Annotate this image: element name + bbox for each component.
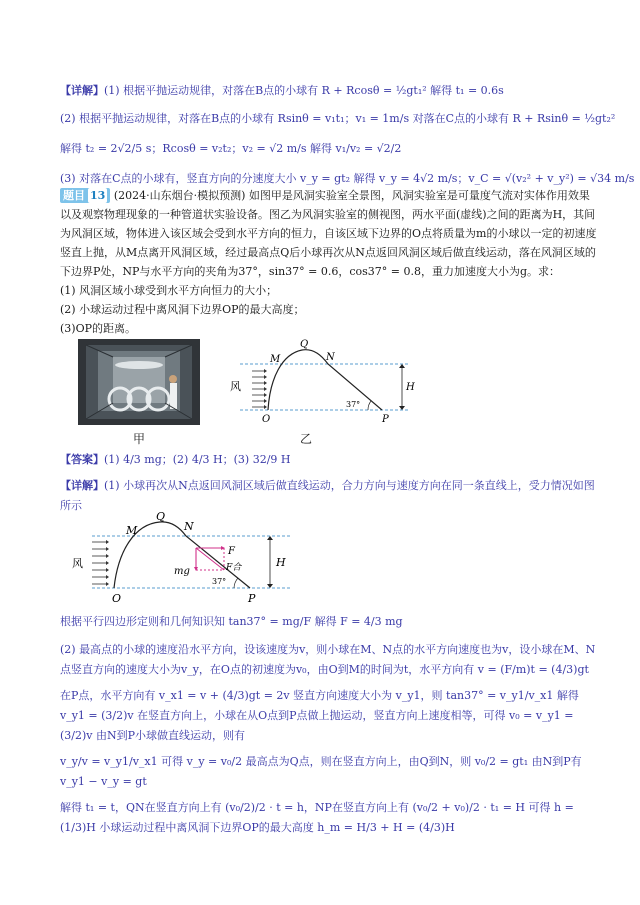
angle-arc [368, 401, 371, 410]
angle-label: 37° [346, 400, 361, 409]
point-O: O [262, 414, 271, 425]
force-label-resultant: F合 [226, 563, 242, 573]
point-P: P [382, 414, 389, 425]
problem-13 [60, 186, 600, 338]
force-point-Q: Q [156, 512, 166, 523]
force-angle-label: 37° [212, 577, 227, 586]
force-angle-arc [234, 578, 238, 588]
answer [60, 449, 600, 470]
detail-2-line-3: (2) 最高点的小球的速度沿水平方向，设该速度为v，则小球在M、N点的水平方向速度也为v，设小球在M、N点竖直方向的速度大小为v_y，在O点的初速度为v₀，由O到M的时间为t，水平方向有 v = (F/m)t = (4/3)gt [60, 643, 596, 676]
force-label-mg: mg [174, 566, 190, 577]
force-wind-label: 风 [72, 557, 83, 570]
detail-1-line-1 [60, 80, 600, 101]
detail-2-continued [60, 612, 600, 838]
problem-source: (2024·山东烟台·模拟预测) [113, 189, 246, 202]
figure-label-jia: 甲 [133, 432, 146, 446]
force-diagram [62, 512, 302, 612]
label-H: H [406, 382, 415, 393]
point-M: M [270, 354, 281, 365]
force-point-N: N [184, 520, 194, 533]
detail-1-line-4: (3) 对落在C点的小球有，竖直方向的分速度大小 v_y = gt₂ 解得 v_y = 4√2 m/s；v_C = √(v₂² + v_y²) = √34 m/s [60, 172, 635, 185]
problem-number: 13 [90, 189, 106, 202]
answer-tag: 【答案】 [60, 453, 104, 466]
detail-2-line-1 [60, 476, 600, 516]
force-point-P: P [248, 592, 256, 605]
answer-line [60, 449, 600, 470]
wind-label: 风 [230, 380, 241, 393]
figure-yi-diagram [222, 338, 422, 443]
answer-text: (1) 4/3 mg；(2) 4/3 H；(3) 32/9 H [104, 453, 291, 466]
detail-2-line-4: 在P点，水平方向有 v_x1 = v + (4/3)gt = 2v 竖直方向速度大小为 v_y1，则 tan37° = v_y1/v_x1 解得 v_y1 = (3/2)v 在竖直方向上，小球在从O点到P点做上抛运动，竖直方向上速度相等，可得 v₀ = v_y1 = (3/2)v 由N到P小球做直线运动，则有 [60, 689, 579, 742]
resultant-force [196, 548, 224, 570]
problem-badge [60, 188, 110, 203]
force-wind-arrowheads [106, 540, 109, 586]
detail-2 [60, 476, 600, 516]
problem-text-block [60, 186, 600, 281]
problem-text: 如图甲是风洞实验室全景图，风洞实验室是可量度气流对实体作用效果以及观察物理现象的一种管道状实验设备。图乙为风洞实验室的侧视图，两水平面(虚线)之间的距离为H，其间为风洞区域，物体进入该区域会受到水平方向的恒力，自该区域下边界的O点将质量为m的小球以一定的初速度竖直上抛，从M点离开风洞区域，经过最高点Q后小球再次从N点返回风洞区域后做直线运动，落在风洞区域的下边界P处，NP与水平方向的夹角为37°，sin37° = 0.6，cos37° = 0.8，重力加速度大小为g。求： [60, 189, 597, 278]
wind-tunnel-photo-art [78, 339, 200, 425]
detail-tag: 【详解】 [60, 84, 104, 97]
detail-2-text-1: (1) 小球再次从N点返回风洞区域后做直线运动，合力方向与速度方向在同一条直线上，受力情况如图所示 [60, 479, 595, 512]
wind-arrowheads [264, 369, 267, 409]
wind-tunnel-photo [78, 339, 200, 425]
question-2: (2) 小球运动过程中离风洞下边界OP的最大高度； [60, 303, 305, 316]
force-label-H: H [276, 556, 286, 569]
force-point-O: O [112, 592, 122, 605]
detail-1 [60, 80, 635, 189]
force-wind-arrows [92, 542, 106, 584]
detail-1-line-2: (2) 根据平抛运动规律，对落在B点的小球有 Rsinθ = v₁t₁；v₁ = 1m/s 对落在C点的小球有 R + Rsinθ = ½gt₂² [60, 112, 616, 125]
force-label-F: F [228, 546, 235, 557]
detail-1-text-1: (1) 根据平抛运动规律，对落在B点的小球有 R + Rcosθ = ½gt₁² 解得 t₁ = 0.6s [104, 84, 504, 97]
trajectory-path [268, 350, 382, 410]
detail-1-line-3: 解得 t₂ = 2√2/5 s；Rcosθ = v₂t₂；v₂ = √2 m/s 解得 v₁/v₂ = √2/2 [60, 142, 402, 155]
question-1: (1) 风洞区域小球受到水平方向恒力的大小； [60, 284, 278, 297]
detail-2-line-2: 根据平行四边形定则和几何知识知 tan37° = mg/F 解得 F = 4/3 mg [60, 615, 403, 628]
detail-2-line-5: v_y/v = v_y1/v_x1 可得 v_y = v₀/2 最高点为Q点，则在竖直方向上，由Q到N，则 v₀/2 = gt₁ 由N到P有 v_y1 − v_y = gt [60, 755, 582, 788]
detail-2-line-6: 解得 t₁ = t，QN在竖直方向上有 (v₀/2)/2 · t = h，NP在竖直方向上有 (v₀/2 + v₀)/2 · t₁ = H 可得 h = (1/3)H 小球运动过程中离风洞下边界OP的最大高度 h_m = H/3 + H = (4/3)H [60, 801, 574, 834]
point-Q: Q [300, 339, 309, 350]
wind-arrows [252, 371, 264, 407]
point-N: N [326, 352, 335, 363]
force-point-M: M [126, 524, 138, 537]
detail-2-tag: 【详解】 [60, 479, 104, 492]
question-3: (3)OP的距离。 [60, 322, 137, 335]
figure-label-yi: 乙 [300, 432, 313, 446]
problem-badge-label: 题目 [63, 189, 85, 202]
